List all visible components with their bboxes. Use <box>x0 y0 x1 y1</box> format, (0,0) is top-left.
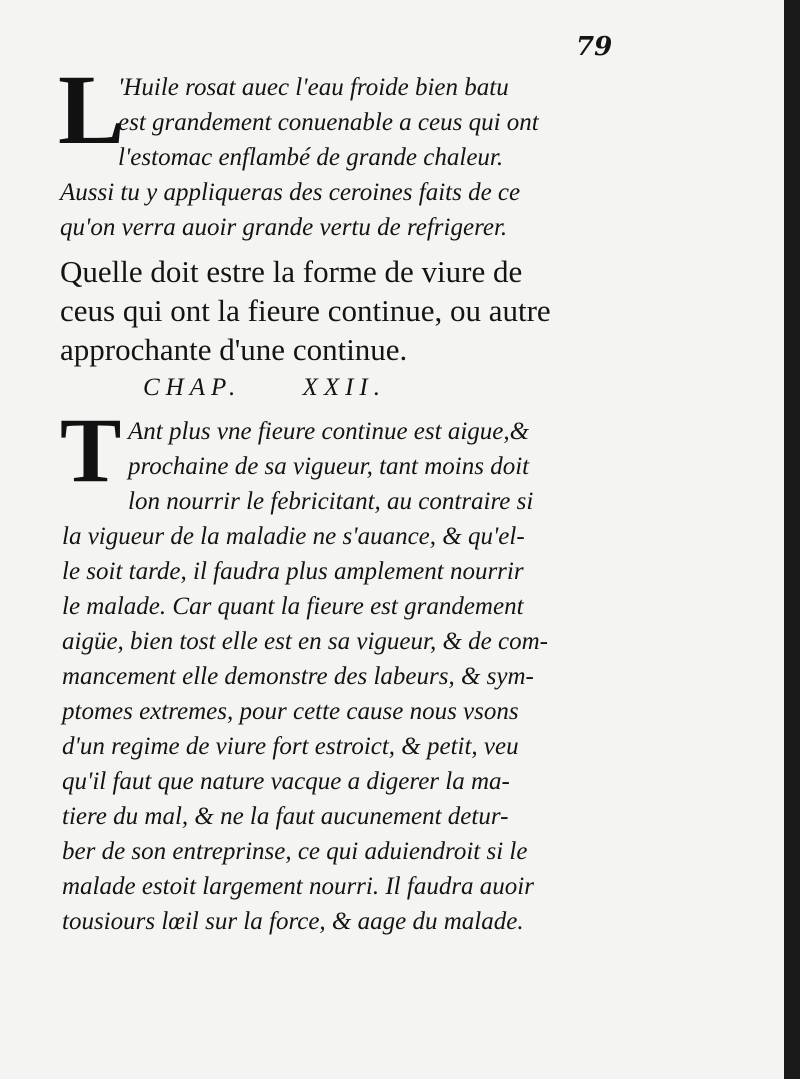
page-edge-shadow <box>784 0 800 1079</box>
text-line: le soit tarde, il faudra plus amplement nourrir <box>62 558 524 585</box>
text-line: qu'il faut que nature vacque a digerer la ma- <box>62 768 510 795</box>
text-line: ptomes extremes, pour cette cause nous vsons <box>62 698 519 725</box>
text-line: aigüe, bien tost elle est en sa vigueur, & de com- <box>62 628 548 655</box>
text-line: 'Huile rosat auec l'eau froide bien batu <box>118 74 509 101</box>
text-line: mancement elle demonstre des labeurs, & sym- <box>62 663 534 690</box>
text-line: tousiours lœil sur la force, & aage du malade. <box>62 908 524 935</box>
paragraph-2 <box>128 414 533 519</box>
text-line: qu'on verra auoir grande vertu de refrigerer. <box>60 214 508 241</box>
chapter-heading <box>60 252 551 369</box>
heading-line: ceus qui ont la fieure continue, ou autre <box>60 293 551 328</box>
text-line: d'un regime de viure fort estroict, & petit, veu <box>62 733 519 760</box>
paragraph-1 <box>118 70 539 175</box>
text-line: le malade. Car quant la fieure est grandement <box>62 593 524 620</box>
text-line: prochaine de sa vigueur, tant moins doit <box>128 453 530 480</box>
heading-line: approchante d'une continue. <box>60 332 408 367</box>
chapter-number: CHAP. XXII. <box>143 374 386 401</box>
text-line: lon nourrir le febricitant, au contraire si <box>128 488 534 515</box>
text-line: est grandement conuenable a ceus qui ont <box>118 109 539 136</box>
paragraph-1-continued <box>60 175 520 245</box>
text-line: tiere du mal, & ne la faut aucunement detur- <box>62 803 509 830</box>
text-line: malade estoit largement nourri. Il faudra auoir <box>62 873 534 900</box>
page-number: 79 <box>576 32 613 62</box>
text-line: la vigueur de la maladie ne s'auance, & qu'el- <box>62 523 525 550</box>
text-line: ber de son entreprinse, ce qui aduiendroit si le <box>62 838 528 865</box>
text-line: Aussi tu y appliqueras des ceroines faits de ce <box>60 179 521 206</box>
heading-line: Quelle doit estre la forme de viure de <box>60 254 523 289</box>
text-line: l'estomac enflambé de grande chaleur. <box>118 144 504 171</box>
paragraph-2-continued <box>62 519 548 939</box>
dropcap-l: L <box>58 54 125 165</box>
text-line: Ant plus vne fieure continue est aigue,& <box>128 418 530 445</box>
dropcap-t: T <box>60 399 122 501</box>
